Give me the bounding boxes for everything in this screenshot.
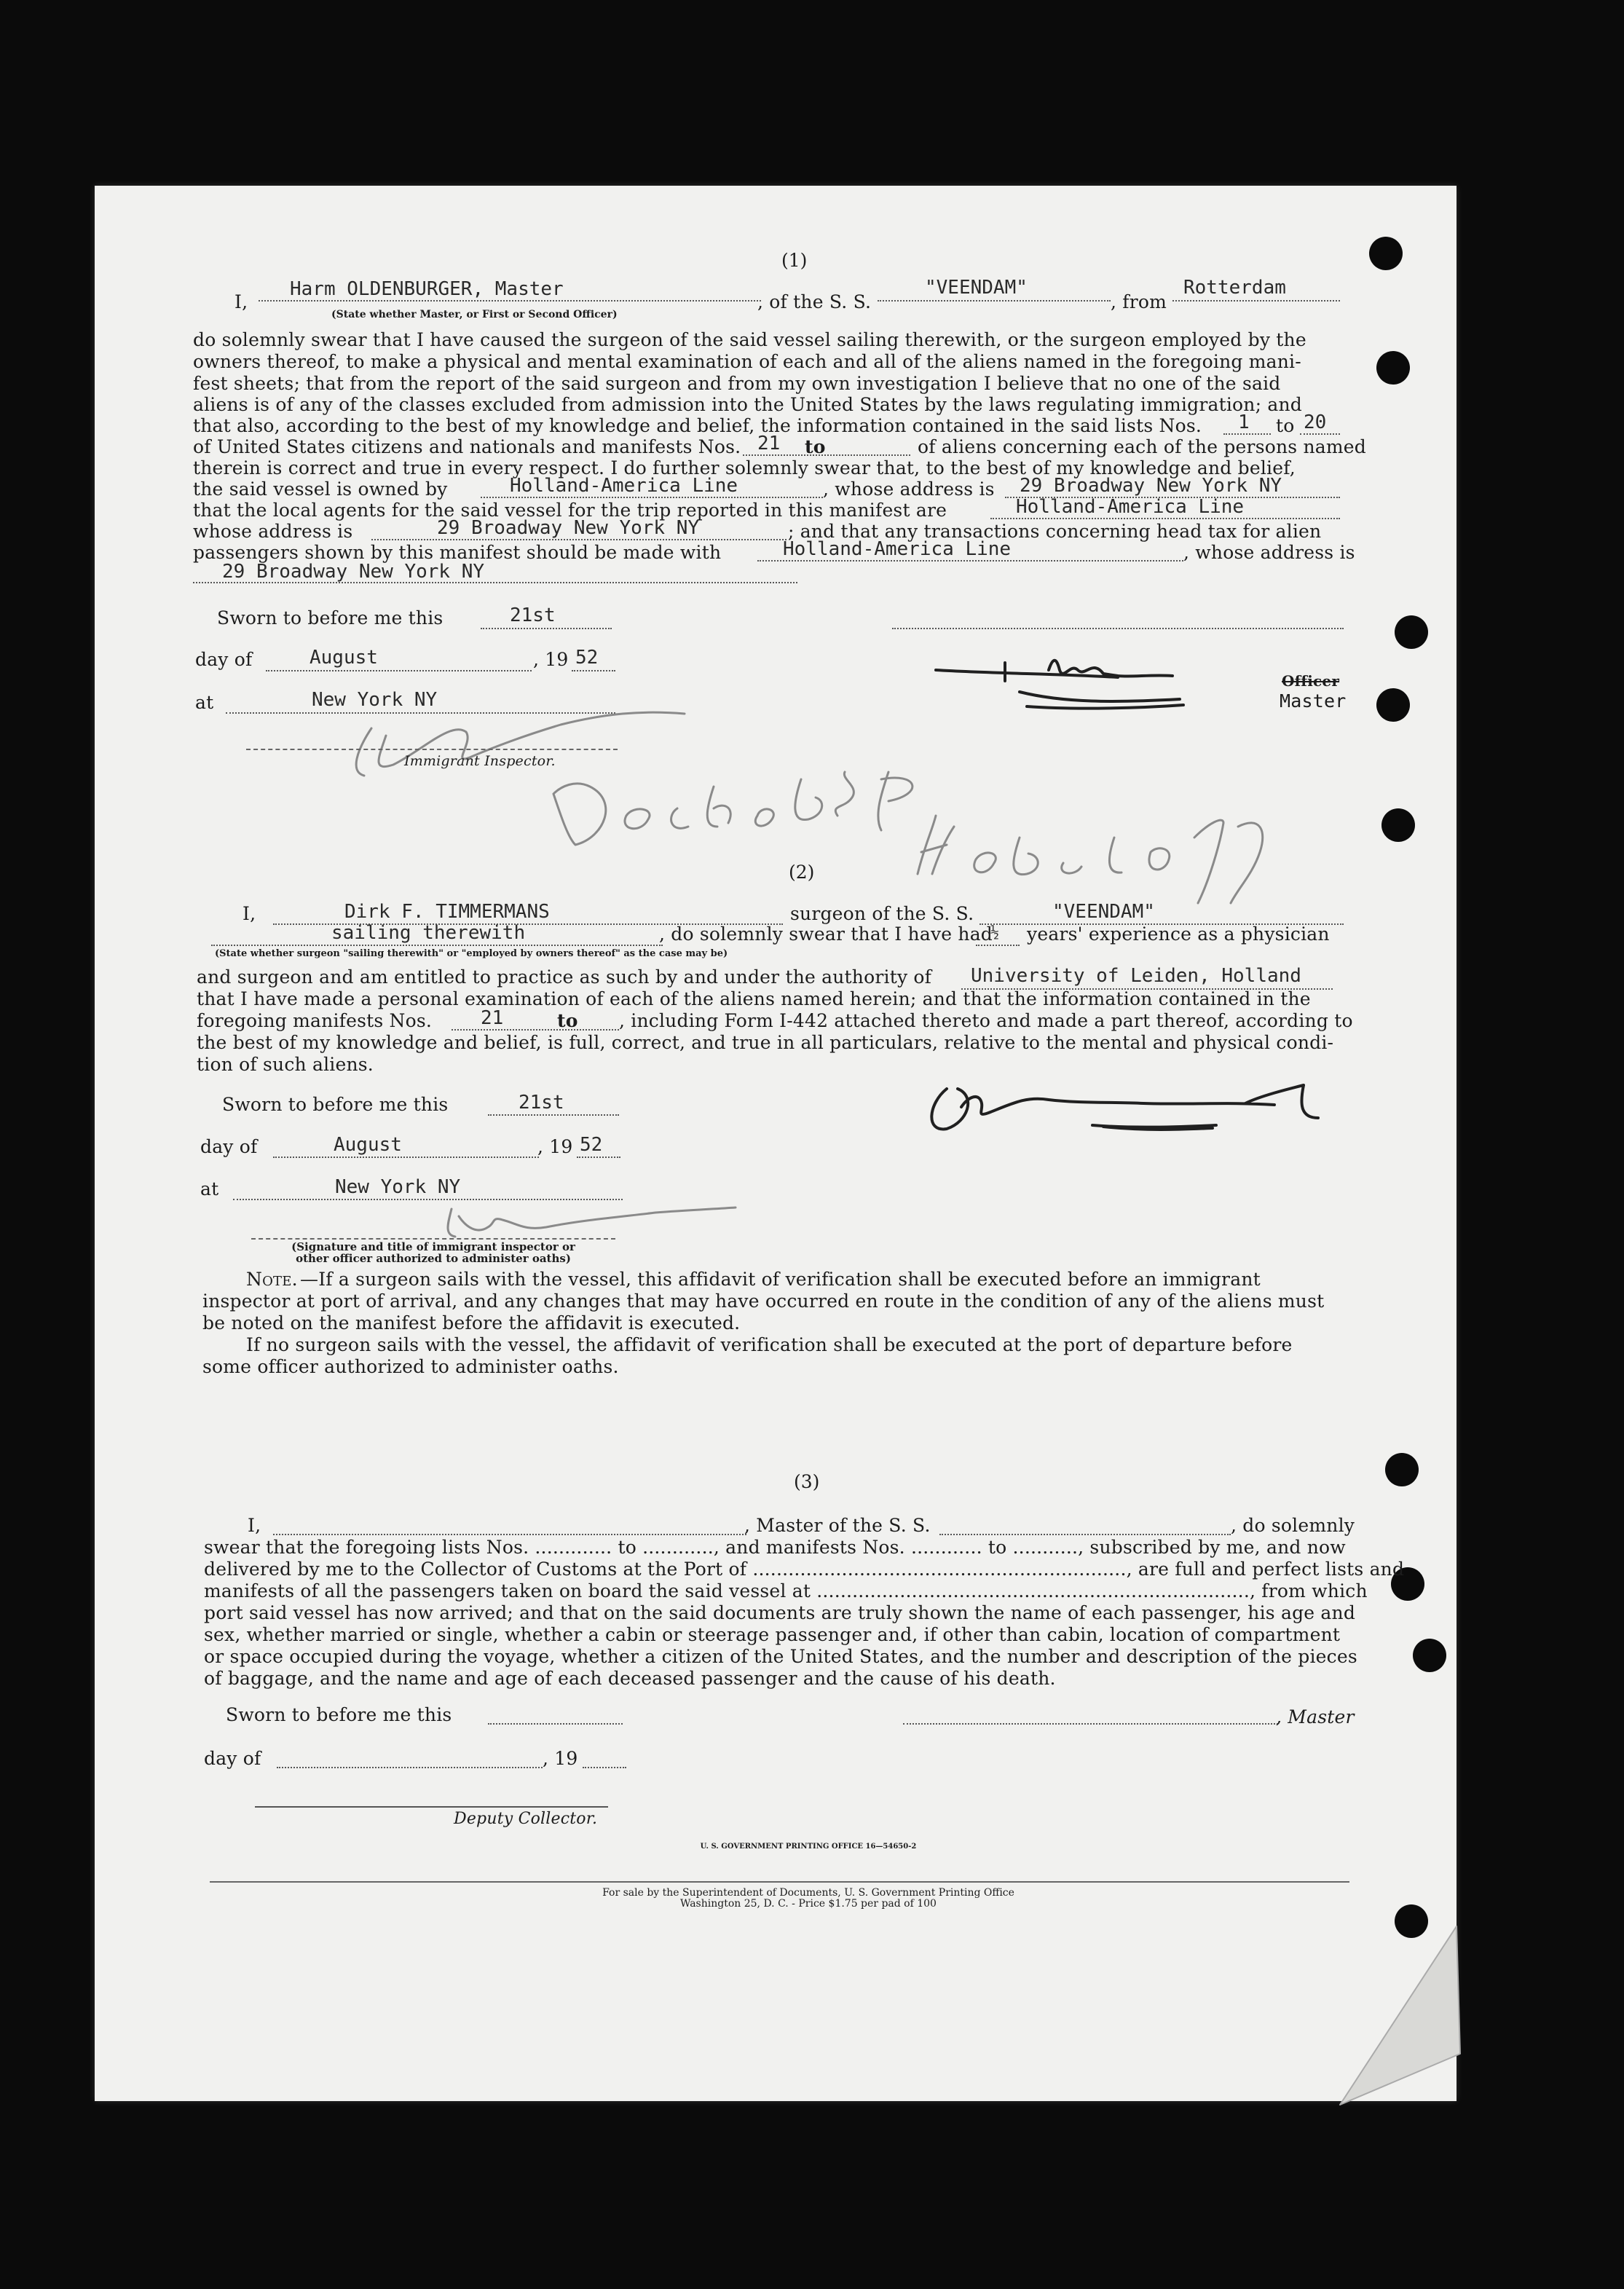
s2-surgeon-of-ss: surgeon of the S. S.	[790, 903, 974, 924]
s1-owned-by: the said vessel is owned by	[193, 478, 448, 500]
s2-to-word: to	[557, 1010, 578, 1031]
note-heading: Note.	[246, 1269, 298, 1290]
s1-local-agents: that the local agents for the said vessel for the trip reported in this manifest are	[193, 500, 947, 521]
s1-inspector-caption: Immigrant Inspector.	[404, 753, 556, 769]
s3-master-name-line	[273, 1534, 746, 1535]
s2-surgeon-signature	[925, 1067, 1398, 1147]
s2-line-exam: that I have made a personal examination of each of the aliens named herein; and that the information contained in the	[197, 988, 1311, 1009]
note-line-1: —If a surgeon sails with the vessel, this affidavit of verification shall be executed before an immigrant	[300, 1269, 1261, 1290]
s3-do-solemnly: , do solemnly	[1231, 1515, 1355, 1536]
s1-lists-to: 20	[1304, 411, 1327, 433]
section-2-number: (2)	[789, 862, 815, 883]
s1-owner: Holland-America Line	[510, 475, 738, 497]
s1-head-tax-agent-line	[757, 560, 1183, 562]
s2-line-manifests: foregoing manifests Nos.	[197, 1010, 433, 1031]
s1-sworn: Sworn to before me this	[217, 607, 444, 629]
s3-deputy-caption: Deputy Collector.	[454, 1810, 598, 1828]
s1-day-of: day of	[195, 649, 253, 670]
punch-hole	[1369, 237, 1403, 270]
s1-agent-address-line	[371, 539, 787, 540]
s3-master-sig-line	[903, 1723, 1278, 1725]
handwritten-docked-note	[539, 757, 1325, 925]
s1-citizens-b: of aliens concerning each of the persons named	[918, 436, 1366, 457]
s1-sworn-day-line	[481, 628, 612, 629]
s1-month-line	[266, 670, 532, 671]
s2-sailing-caption: (State whether surgeon "sailing therewith" or "employed by owners thereof" as the case may be)	[215, 948, 728, 959]
s1-master-name-line	[259, 300, 761, 302]
s1-of-ss: , of the S. S.	[757, 291, 872, 312]
s2-month: August	[334, 1134, 402, 1156]
note-line-4: If no surgeon sails with the vessel, the affidavit of verification shall be executed at the port of departure before	[246, 1334, 1293, 1355]
s3-line-3: manifests of all the passengers taken on board the said vessel at ........................................................................., from which	[204, 1580, 1368, 1601]
s3-line-4: port said vessel has now arrived; and that on the said documents are truly shown the name of each passenger, his age and	[204, 1602, 1356, 1623]
s3-line-7: of baggage, and the name and age of each deceased passenger and the cause of his death.	[204, 1668, 1056, 1689]
s1-body-line-5: that also, according to the best of my knowledge and belief, the information contained in the said lists Nos.	[193, 415, 1202, 436]
s2-at: at	[200, 1178, 219, 1199]
s3-year-prefix: , 19	[543, 1748, 578, 1769]
s3-pronoun: I,	[248, 1515, 261, 1536]
s3-line-6: or space occupied during the voyage, whether a citizen of the United States, and the number and description of the pieces	[204, 1646, 1357, 1667]
s1-owner-address: 29 Broadway New York NY	[1020, 475, 1282, 497]
s2-year-line	[577, 1157, 620, 1158]
footer-sale-2: Washington 25, D. C. - Price $1.75 per pad of 100	[680, 1898, 937, 1910]
s1-lists-from-line	[1223, 433, 1271, 435]
s1-body-line-4: aliens is of any of the classes excluded from admission into the United States by the laws regulating immigration; and	[193, 394, 1302, 415]
footer-sale-1: For sale by the Superintendent of Documents, U. S. Government Printing Office	[602, 1887, 1014, 1899]
note-line-2: inspector at port of arrival, and any changes that may have occurred en route in the condition of any of the aliens must	[202, 1291, 1325, 1312]
s3-master-label: , Master	[1276, 1706, 1355, 1727]
s2-years-line	[976, 945, 1020, 946]
s3-line-5: sex, whether married or single, whether a cabin or steerage passenger and, if other than cabin, location of compartment	[204, 1624, 1341, 1645]
s1-owner-line	[481, 497, 823, 498]
s2-sworn-day: 21st	[519, 1092, 564, 1114]
s1-year-prefix: , 19	[533, 649, 569, 670]
note-line-5: some officer authorized to administer oaths.	[202, 1356, 619, 1377]
s1-manifests-line	[743, 454, 910, 456]
s3-master-of: , Master of the S. S.	[744, 1515, 931, 1536]
s1-head-tax-agent: Holland-America Line	[783, 538, 1012, 560]
s3-sworn-day-line	[488, 1723, 623, 1725]
s2-authority: University of Leiden, Holland	[971, 965, 1301, 987]
s2-month-line	[273, 1157, 539, 1158]
s1-officer-label: Officer	[1282, 672, 1340, 690]
s1-line-correct: therein is correct and true in every respect. I do further solemnly swear that, to the best of my knowledge and belief,	[193, 457, 1296, 478]
s3-day-of: day of	[204, 1748, 261, 1769]
footer-rule	[210, 1881, 1349, 1883]
s2-surgeon-name: Dirk F. TIMMERMANS	[344, 901, 550, 923]
s1-head-tax-address-line	[193, 582, 797, 583]
s2-sig-caption-1: (Signature and title of immigrant inspector or	[291, 1240, 575, 1253]
s1-body-line-3: fest sheets; that from the report of the said surgeon and from my own investigation I believe that no one of the said	[193, 373, 1281, 394]
s3-year-line	[583, 1767, 626, 1768]
s2-manifests-from: 21	[481, 1007, 504, 1029]
s1-master-signature	[932, 648, 1311, 721]
s1-body-line-1: do solemnly swear that I have caused the surgeon of the said vessel sailing therewith, or the surgeon employed by the	[193, 329, 1306, 350]
s3-month-line	[277, 1767, 543, 1768]
s2-sailing-line	[211, 945, 663, 946]
s2-line-tion: tion of such aliens.	[197, 1054, 374, 1075]
s1-whose-address-is: , whose address is	[823, 478, 995, 500]
s2-pronoun: I,	[243, 903, 256, 924]
s2-years-text: years' experience as a physician	[1027, 923, 1330, 945]
s3-sworn: Sworn to before me this	[226, 1704, 452, 1725]
s1-place: New York NY	[312, 689, 438, 711]
s2-authority-text: and surgeon and am entitled to practice as such by and under the authority of	[197, 966, 932, 988]
s1-master-label: Master	[1280, 690, 1347, 712]
s1-lists-to-line	[1300, 433, 1340, 435]
s3-deputy-line	[255, 1806, 608, 1808]
s1-manifests-from: 21	[757, 433, 781, 454]
s1-whose-address-is-2: , whose address is	[1183, 542, 1355, 563]
s2-place: New York NY	[335, 1176, 461, 1198]
s1-to-word: to	[805, 436, 826, 457]
s1-at: at	[195, 692, 214, 713]
s1-from: , from	[1111, 291, 1167, 312]
punch-hole	[1385, 1453, 1419, 1486]
s2-sailing: sailing therewith	[331, 922, 526, 944]
s2-line-best: the best of my knowledge and belief, is full, correct, and true in all particulars, relative to the mental and physical condi-	[197, 1032, 1334, 1053]
s1-sworn-day: 21st	[510, 604, 556, 626]
s1-whose-address: whose address is	[193, 521, 353, 542]
s3-vessel-line	[939, 1534, 1231, 1535]
section-1-number: (1)	[781, 250, 808, 271]
s1-agent: Holland-America Line	[1016, 496, 1245, 518]
s1-master-caption: (State whether Master, or First or Second Officer)	[331, 309, 618, 320]
s1-from-line	[1172, 300, 1340, 302]
punch-hole	[1381, 808, 1415, 842]
s1-to-label: to	[1276, 415, 1295, 436]
s1-agent-address: 29 Broadway New York NY	[437, 517, 700, 539]
s1-agent-line	[990, 518, 1340, 519]
s2-years: ½	[990, 923, 1000, 941]
s1-master-name: Harm OLDENBURGER, Master	[290, 278, 564, 300]
folded-corner	[1333, 1894, 1464, 2112]
punch-hole	[1376, 351, 1410, 385]
s3-line-1: swear that the foregoing lists Nos. ............. to ............, and manifests Nos. ............ to ..........., subscribed by me, and now	[204, 1537, 1346, 1558]
s2-sworn-day-line	[488, 1114, 619, 1116]
s1-vessel: "VEENDAM"	[925, 277, 1028, 299]
s2-swear-text: , do solemnly swear that I have had	[659, 923, 993, 945]
punch-hole	[1376, 688, 1410, 722]
s2-sworn: Sworn to before me this	[222, 1094, 449, 1115]
s1-head-tax-address: 29 Broadway New York NY	[222, 561, 485, 583]
s1-citizens-a: of United States citizens and nationals and manifests Nos.	[193, 436, 741, 457]
s2-manifests-line	[452, 1029, 619, 1031]
s1-passengers-line: passengers shown by this manifest should be made with	[193, 542, 722, 563]
s2-year-suffix: 52	[580, 1134, 603, 1156]
s1-year-suffix: 52	[575, 647, 599, 669]
s1-from-port: Rotterdam	[1183, 277, 1286, 299]
s1-vessel-line	[878, 300, 1111, 302]
s1-head-tax: ; and that any transactions concerning head tax for alien	[788, 521, 1322, 542]
gpo-mark: U. S. GOVERNMENT PRINTING OFFICE 16—54650-2	[700, 1843, 917, 1851]
s2-year-prefix: , 19	[537, 1136, 573, 1157]
s1-year-line	[572, 670, 615, 671]
note-line-3: be noted on the manifest before the affidavit is executed.	[202, 1312, 741, 1333]
s3-line-2: delivered by me to the Collector of Customs at the Port of ..............................................................., are full and perfect lists and	[204, 1559, 1405, 1580]
s1-inspector-line	[246, 749, 618, 750]
s2-line-form: , including Form I-442 attached thereto and made a part thereof, according to	[619, 1010, 1353, 1031]
s2-sig-caption-2: other officer authorized to administer oaths)	[296, 1252, 571, 1265]
section-3-number: (3)	[794, 1471, 820, 1492]
punch-hole	[1395, 615, 1428, 649]
punch-hole	[1413, 1639, 1446, 1672]
s2-day-of: day of	[200, 1136, 258, 1157]
s1-lists-from: 1	[1238, 411, 1250, 433]
s2-vessel: "VEENDAM"	[1052, 901, 1155, 923]
s1-month: August	[310, 647, 378, 669]
s2-inspector-line	[251, 1238, 615, 1240]
s1-body-line-2: owners thereof, to make a physical and mental examination of each and all of the aliens named in the foregoing mani-	[193, 351, 1301, 372]
s1-pronoun: I,	[234, 291, 248, 312]
s1-officer-top-line	[892, 628, 1344, 629]
